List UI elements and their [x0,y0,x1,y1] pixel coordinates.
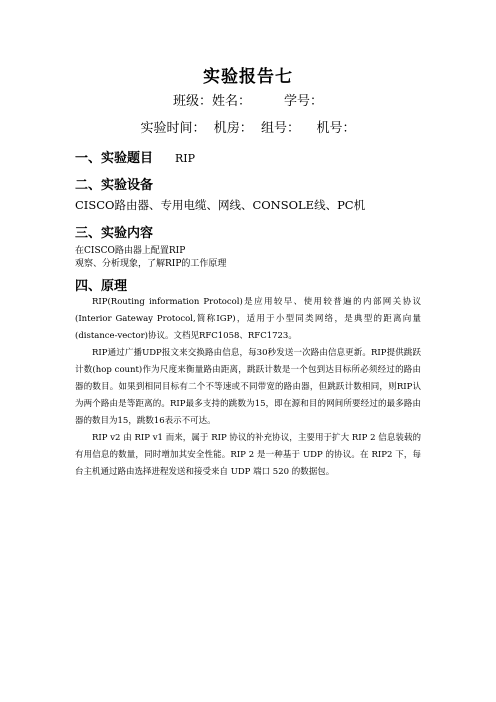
section-3-heading: 三、实验内容 [75,226,154,241]
experiment-topic: RIP [175,152,196,165]
page-title: 实验报告七 [203,67,293,87]
time-room-group-line: 实验时间： 机房： 组号： 机号： [140,121,356,136]
section-1-heading [75,147,195,166]
equipment-list: CISCO路由器、专用电缆、网线、CONSOLE线、PC机 [75,198,366,212]
section-2-heading: 二、实验设备 [75,178,154,193]
principle-paragraph-2: RIP通过广播UDP报文来交换路由信息，每30秒发送一次路由信息更新。RIP提供跳跃计数(hop count)作为尺度来衡量路由距离，跳跃计数是一个包到达目标所必须经过的路由器的数目。如果到相同目标有二个不等速或不同带宽的路由器，但跳跃计数相同，则RIP认为两个路由是等距离的。RIP最多支持的跳数为15，即在源和目的网间所要经过的最多路由器的数目为15，跳数16表示不可达。 [75,348,421,426]
section-4-heading: 四、原理 [75,279,128,294]
section-1-title: 一、实验题目 [75,151,154,166]
principle-paragraph-1: RIP(Routing information Protocol)是应用较早、使用较普遍的内部网关协议(Interior Gateway Protocol,简称IGP)，适用于小型同类网络，是典型的距离向量(distance-vector)协议。文档见RFC1058、RFC1723。 [75,297,421,341]
content-line-1: 在CISCO路由器上配置RIP [75,246,186,256]
class-name-id-line: 班级：姓名： 学号： [172,94,324,109]
principle-paragraph-3: RIP v2 由 RIP v1 而来，属于 RIP 协议的补充协议，主要用于扩大 RIP 2 信息装载的有用信息的数量，同时增加其安全性能。RIP 2 是一种基于 UDP 的协议。在 RIP2 下，每台主机通过路由选择进程发送和接受来自 UDP 端口 520 的数据包。 [75,433,421,477]
content-line-2: 观察、分析现象，了解RIP的工作原理 [75,259,227,269]
